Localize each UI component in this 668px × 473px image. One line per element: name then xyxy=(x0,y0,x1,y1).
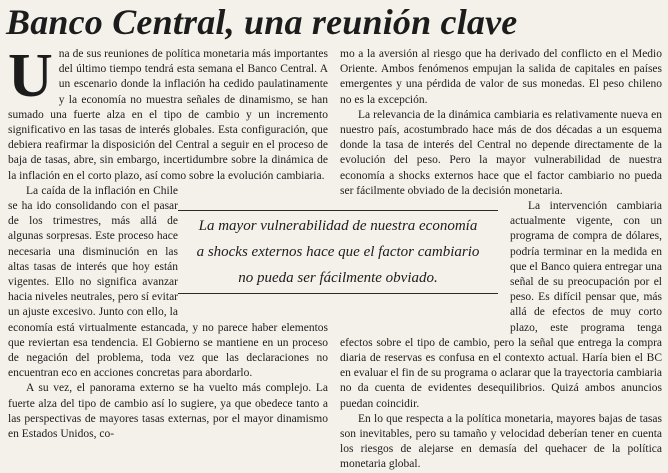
paragraph: La relevancia de la dinámica cambiaria es relativamente nueva en nuestro país, acostumbrado hace más de dos décadas a un esquema donde la tasa de interés del Central no depende directamente de la evolución del peso. Pero la mayor vulnerabilidad de nuestra economía a shocks externos hace que el factor cambiario no pueda ser fácilmente obviado de la decisión monetaria. xyxy=(340,108,662,197)
paragraph: mo a la aversión al riesgo que ha derivado del conflicto en el Medio Oriente. Ambos fenómenos empujan la salida de capitales en países emergentes y una pérdida de valor de sus monedas. El peso chileno no es la excepción. xyxy=(340,48,662,106)
drop-cap: U xyxy=(8,42,53,110)
pull-quote-line: no pueda ser fácilmente obviado. xyxy=(238,270,438,286)
paragraph: En lo que respecta a la política monetaria, mayores bajas de tasas son inevitables, pero su tamaño y velocidad deberían tener en cuenta los riesgos de alejarse en demasía del quehacer de la política monetaria global. xyxy=(340,412,662,471)
paragraph: La intervención cambiaria actualmente vigente, con un programa de compra de dólares, podría terminar en la medida en que el Banco quiera entregar una señal de su preocupación por el peso. Es difícil pensar que, más allá de efectos de muy corto plazo, este programa tenga efectos sobre el tipo de cambio, pero la señal que entrega la compra diaria de reservas es confusa en el contexto actual. Haría bien el BC en evaluar el fin de su programa o aclarar que la trayectoria cambiaria no da cuenta de evidentes desequilibrios. Quizá ambos anuncios puedan coincidir. xyxy=(340,200,662,410)
paragraph: na de sus reuniones de política monetaria más importantes del último tiempo tendrá esta semana el Banco Central. A un escenario donde la inflación ha cedido paulatinamente y la economía no muestra señales de dinamismo, se han sumado una fuerte alza en el tipo de cambio y un incremento significativo en las tasas de interés globales. Esta configuración, que debiera reafirmar la disposición del Central a seguir en el proceso de baja de tasas, abre, sin embargo, incertidumbre sobre la dinámica de la inflación en el corto plazo, así como sobre la evolución cambiaria. xyxy=(8,48,328,182)
paragraph: A su vez, el panorama externo se ha vuelto más complejo. La fuerte alza del tipo de cambio así lo sugiere, ya que obedece tanto a las perspectivas de mayores tasas externas, por el mayor dinamismo en Estados Unidos, co- xyxy=(8,382,328,441)
pull-quote-line: a shocks externos hace que el factor cambiario xyxy=(196,244,480,260)
pull-quote-line: La mayor vulnerabilidad de nuestra economía xyxy=(198,218,478,234)
article-title: Banco Central, una reunión clave xyxy=(6,2,518,42)
pull-quote xyxy=(178,210,498,294)
paragraph: La caída de la inflación en Chile se ha ido consolidando con el pasar de los trimestres, más allá de algunas sorpresas. Este proceso hace necesaria una disminución en las altas tasas de interés que hoy están vigentes. Ello no significa avanzar hacia niveles neutrales, pero sí evitar un ajuste excesivo. Junto con ello, la economía está virtualmente estancada, y no parece haber elementos que reviertan esa tendencia. El Gobierno se mantiene en un proceso de negación del problema, toda vez que las declaraciones no encuentran eco en acciones concretas para abordarlo. xyxy=(8,184,328,380)
